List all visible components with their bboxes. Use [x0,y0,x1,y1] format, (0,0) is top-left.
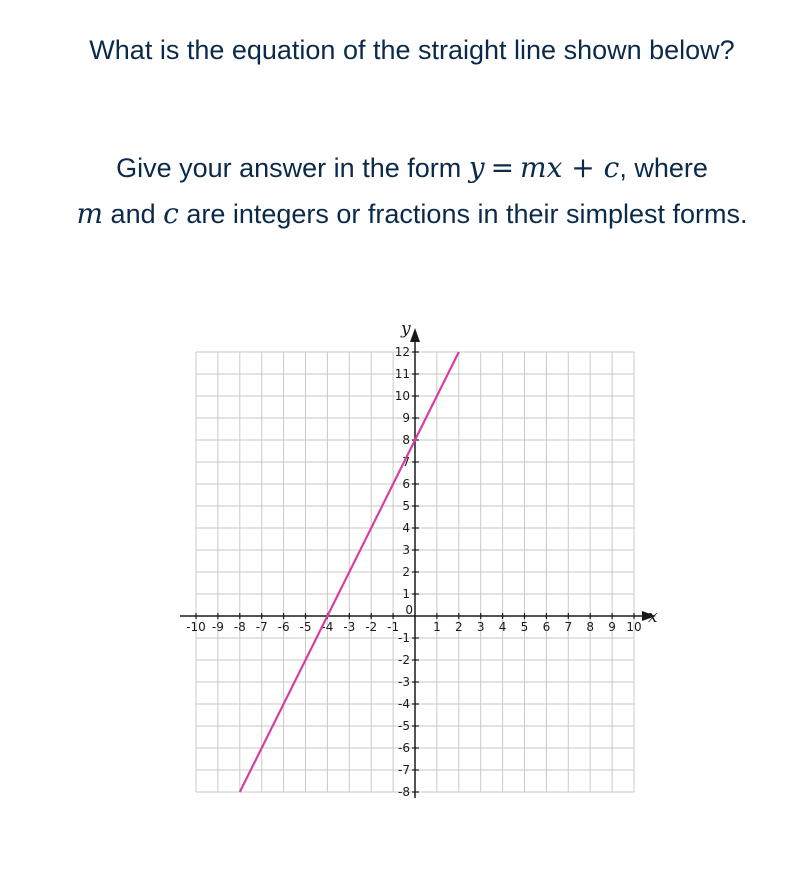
y-tick-label: 11 [394,367,410,381]
instruction-part1: Give your answer in the form [116,153,462,183]
y-tick-label: 10 [394,389,410,403]
x-tick-label: -5 [299,620,312,634]
x-tick-label: -8 [233,620,246,634]
x-tick-label: -10 [186,620,206,634]
x-tick-label: 9 [608,620,616,634]
y-tick-label: 3 [402,543,410,557]
y-tick-label: -5 [398,719,410,733]
and-text: and [110,199,156,229]
y-axis-label: y [401,319,411,339]
x-tick-label: -4 [321,620,334,634]
x-tick-label: 8 [586,620,595,634]
formula-rhs: mx + c [520,151,620,184]
origin-label: 0 [405,603,413,617]
instruction-part3: are integers or fractions in their simplest forms. [186,199,748,229]
y-tick-label: -4 [398,697,410,711]
y-tick-label: 1 [402,587,410,601]
x-tick-label: -1 [387,620,400,634]
y-tick-label: 6 [402,477,410,491]
x-tick-label: -6 [277,620,290,634]
var-m: m [76,197,104,230]
y-tick-label: -2 [398,653,410,667]
y-tick-label: -1 [398,631,410,645]
x-axis-label: x [648,607,658,627]
x-tick-label: 4 [498,620,507,634]
y-tick-label: 4 [402,521,410,535]
y-tick-label: 9 [402,411,410,425]
y-tick-label: 5 [402,499,410,513]
x-tick-label: -9 [211,620,224,634]
x-tick-label: 2 [454,620,463,634]
instruction-part2: , where [619,153,708,183]
x-tick-label: -3 [343,620,356,634]
formula-equals: = [490,151,515,184]
y-tick-label: -8 [398,785,410,799]
x-tick-label: -7 [255,620,268,634]
question-text: What is the equation of the straight line shown below? [89,35,735,65]
x-tick-label: 1 [433,620,441,634]
var-c: c [163,197,179,230]
y-tick-label: -7 [398,763,410,777]
y-axis-arrow [410,328,420,342]
x-tick-label: 7 [564,620,573,634]
x-tick-label: 3 [476,620,485,634]
y-tick-label: -6 [398,741,410,755]
y-tick-label: 2 [402,565,410,579]
x-tick-label: 6 [542,620,551,634]
x-tick-label: 10 [626,620,642,634]
y-tick-label: 12 [394,345,410,359]
x-tick-label: 5 [520,620,529,634]
y-tick-label: 8 [402,433,410,447]
x-tick-label: -2 [365,620,378,634]
y-tick-label: -3 [398,675,410,689]
formula-lhs: y [468,151,485,184]
y-tick-label: 7 [402,455,410,469]
